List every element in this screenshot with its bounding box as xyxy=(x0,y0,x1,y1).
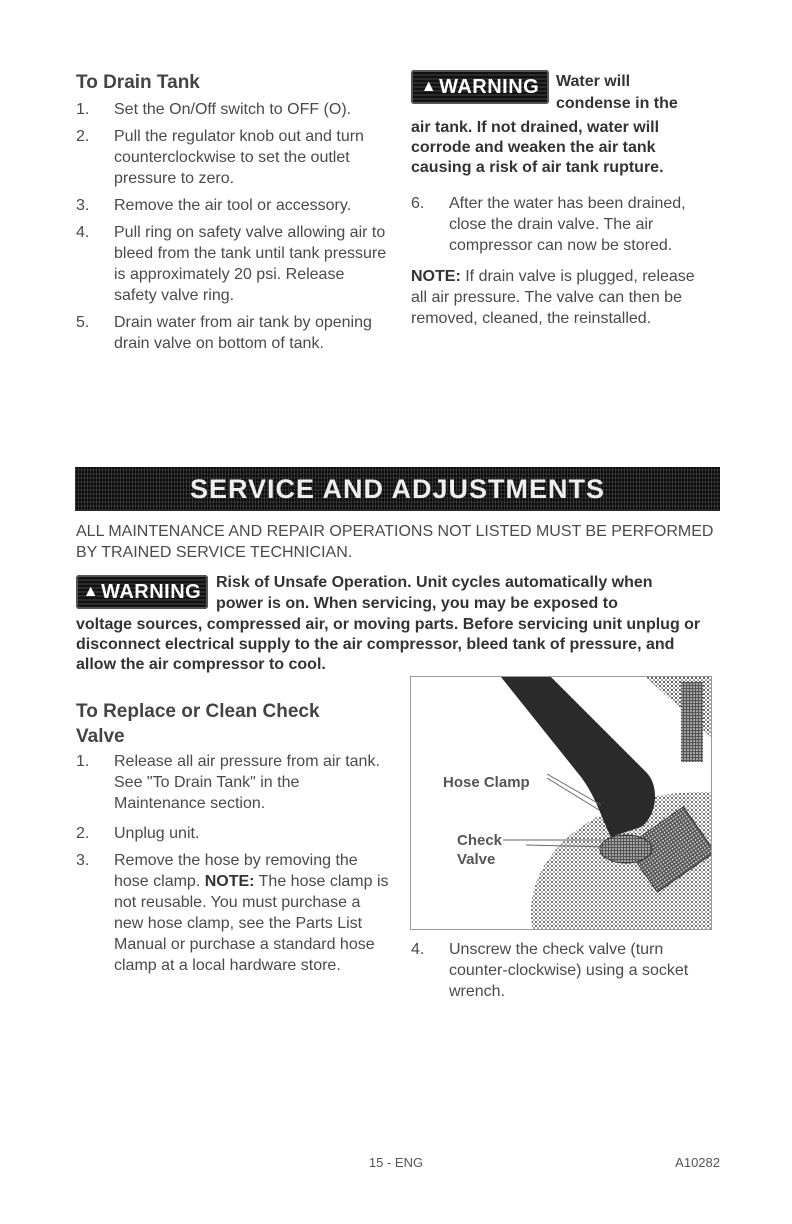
warning-badge: ▲ WARNING xyxy=(411,70,549,104)
check-valve-title-line2: Valve xyxy=(76,726,125,747)
list-item: 5. Drain water from air tank by opening drain valve on bottom of tank. xyxy=(76,314,372,352)
section-title: SERVICE AND ADJUSTMENTS xyxy=(189,473,606,504)
hose-clamp-label: Hose Clamp xyxy=(443,774,530,791)
warning2-line1: Risk of Unsafe Operation. Unit cycles automatically when xyxy=(216,574,653,591)
check-valve-title-line1: To Replace or Clean Check xyxy=(76,701,320,722)
warning1-line1: Water will xyxy=(556,73,631,90)
drain-steps xyxy=(76,99,388,360)
drain-title: To Drain Tank xyxy=(76,72,200,93)
warning-triangle-icon: ▲ xyxy=(82,583,100,600)
list-item: 3. Remove the air tool or accessory. xyxy=(76,197,352,214)
warning1-text: air tank. If not drained, water will corrode and weaken the air tank causing a risk of air tank rupture. xyxy=(411,119,664,176)
check-label-line1: Check xyxy=(457,832,503,849)
warning-badge: ▲ WARNING xyxy=(76,575,208,609)
check-valve-illustration xyxy=(411,677,711,929)
list-item: 1. Set the On/Off switch to OFF (O). xyxy=(76,101,352,118)
list-item: 2. Pull the regulator knob out and turn counterclockwise to set the outlet pressure to zero. xyxy=(76,128,364,187)
warning1-line2: condense in the xyxy=(556,95,678,112)
document-code: A10282 xyxy=(675,1155,720,1170)
warning2-line2: power is on. When servicing, you may be exposed to xyxy=(216,595,618,612)
page-number: 15 - ENG xyxy=(368,1155,424,1170)
warning2-text: voltage sources, compressed air, or moving parts. Before servicing unit unplug or disconnect electrical supply to the air compressor, bleed tank of pressure, and allow the air compressor to cool. xyxy=(76,616,701,673)
list-item: 4. Pull ring on safety valve allowing air to bleed from the tank until tank pressure is approximately 20 psi. Release safety valve ring. xyxy=(76,224,387,304)
section-banner xyxy=(75,467,720,511)
warning-triangle-icon: ▲ xyxy=(420,78,438,95)
check-step3: 3. Remove the hose by removing the hose clamp. NOTE: The hose clamp is not reusable. You must purchase a new hose clamp, see the Parts List Manual or purchase a standard hose clamp at a local hardware store. xyxy=(76,852,389,974)
check-label-line2: Valve xyxy=(457,851,496,868)
drain-step6: 6. After the water has been drained, close the drain valve. The air compressor can now be stored. xyxy=(411,195,686,254)
maintenance-notice: ALL MAINTENANCE AND REPAIR OPERATIONS NOT LISTED MUST BE PERFORMED BY TRAINED SERVICE TECHNICIAN. xyxy=(76,523,714,561)
check-step2: 2. Unplug unit. xyxy=(76,825,200,842)
check-valve-figure xyxy=(410,676,712,930)
check-step4: 4. Unscrew the check valve (turn counter-clockwise) using a socket wrench. xyxy=(411,941,689,1000)
check-step1: 1. Release all air pressure from air tank. See "To Drain Tank" in the Maintenance section. xyxy=(76,753,380,812)
drain-note: NOTE: If drain valve is plugged, release all air pressure. The valve can then be removed, cleaned, the reinstalled. xyxy=(411,268,695,327)
